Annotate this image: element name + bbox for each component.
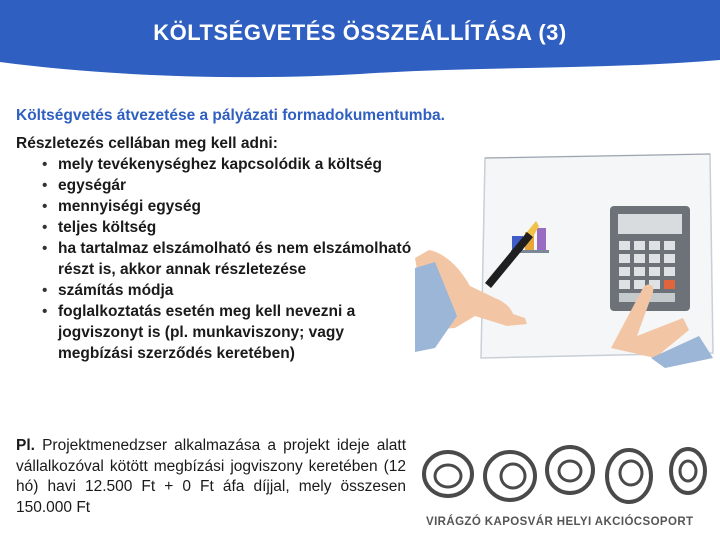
list-item: • ha tartalmaz elszámolható és nem elszámolható részt is, akkor annak részletezése xyxy=(42,238,416,280)
details-intro: Részletezés cellában meg kell adni: xyxy=(16,135,278,152)
example-prefix: Pl. xyxy=(16,437,35,454)
list-item: • mely tevékenységhez kapcsolódik a költség xyxy=(42,154,416,175)
list-item: • foglalkoztatás esetén meg kell nevezni a jogviszonyt is (pl. munkaviszony; vagy megbízási szerződés keretében) xyxy=(42,301,416,364)
list-item: • egységár xyxy=(42,175,416,196)
slide-title: KÖLTSÉGVETÉS ÖSSZEÁLLÍTÁSA (3) xyxy=(153,20,567,45)
list-item: • teljes költség xyxy=(42,217,416,238)
slide-subtitle: Költségvetés átvezetése a pályázati formadokumentumba. xyxy=(16,107,445,124)
details-list xyxy=(16,154,416,364)
brand-name: VIRÁGZÓ KAPOSVÁR HELYI AKCIÓCSOPORT xyxy=(426,516,694,528)
example-text: Projektmenedzser alkalmazása a projekt ideje alatt vállalkozóval kötött megbízási jogviszony keretében (12 hó) havi 12.500 Ft + 0 Ft áfa díjjal, mely összesen 150.000 Ft xyxy=(16,437,406,516)
list-item: • mennyiségi egység xyxy=(42,196,416,217)
details-section xyxy=(16,133,416,364)
list-item: • számítás módja xyxy=(42,280,416,301)
example-paragraph xyxy=(16,436,406,518)
accounting-illustration xyxy=(415,148,715,368)
logo-circles-icon xyxy=(418,440,708,510)
